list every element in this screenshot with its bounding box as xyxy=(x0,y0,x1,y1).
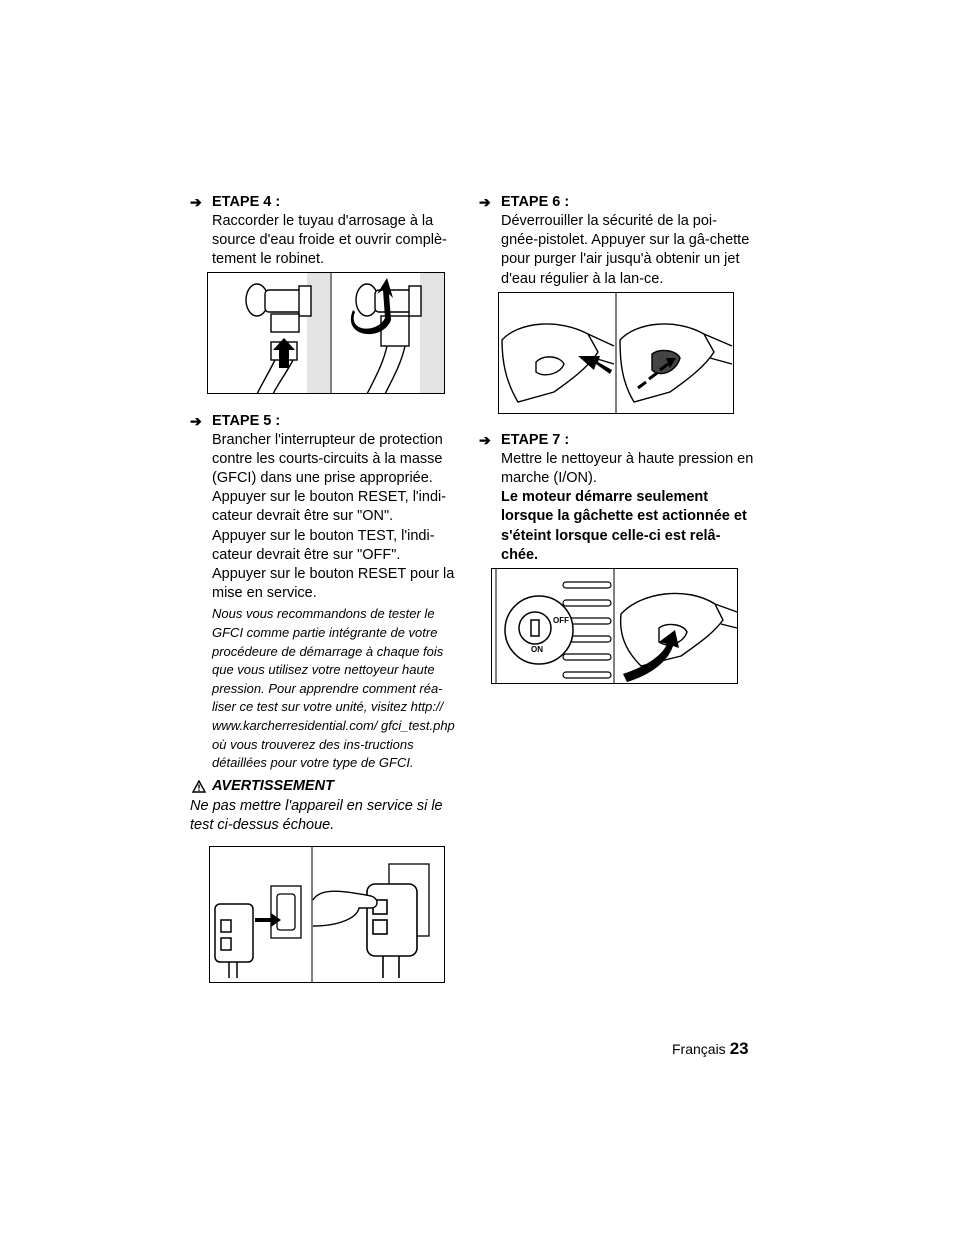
step6-heading xyxy=(479,192,754,212)
step5-heading xyxy=(190,411,465,431)
left-column xyxy=(190,192,465,983)
gfci-illustration xyxy=(209,846,445,983)
warning-triangle-icon xyxy=(192,779,206,799)
step6-text: Déverrouiller la sécurité de la poi-gnée-pistolet. Appuyer sur la gâ-chette pour purger l'air jusqu'à obtenir un jet d'eau régulier à la lan-ce. xyxy=(501,213,750,287)
trigger-gun-illustration xyxy=(498,292,734,414)
step4-title: ETAPE 4 : xyxy=(212,194,281,210)
page-footer xyxy=(672,1039,749,1059)
step7-text: Mettre le nettoyeur à haute pression en marche (I/ON). xyxy=(501,450,754,487)
arrow-right-icon: ➔ xyxy=(479,194,491,210)
switch-figure xyxy=(491,568,738,684)
step5-paragraph-2: Appuyer sur le bouton RESET, l'indi-cateur devrait être sur "ON". xyxy=(212,489,447,525)
wall-outlet-icon xyxy=(271,886,301,938)
page-number: 23 xyxy=(729,1039,749,1058)
step5-note: Nous vous recommandons de tester le GFCI comme partie intégrante de votre procédeure de démarrage à chaque fois que vous utilisez votre nettoyeur haute pression. Pour apprendre comment réa-liser ce test sur votre unité, visitez http:// www.karcherresidential.com/ gfci_test.php où vous trouverez des ins-tructions détaillées pour votre type de GFCI. xyxy=(212,606,455,771)
step5-paragraph-1: Brancher l'interrupteur de protection contre les courts-circuits à la masse (GFCI) dans une prise appropriée. xyxy=(212,431,443,487)
step5-title: ETAPE 5 : xyxy=(212,412,281,429)
footer-language: Français xyxy=(672,1041,726,1057)
step6-title: ETAPE 6 : xyxy=(501,194,570,210)
step7-heading xyxy=(479,430,754,450)
arrow-right-icon: ➔ xyxy=(190,412,202,429)
warning-heading xyxy=(190,776,465,796)
arrow-right-icon: ➔ xyxy=(190,194,202,210)
faucet-hose-illustration xyxy=(207,272,445,394)
switch-off-label: OFF xyxy=(553,616,569,626)
gfci-figure xyxy=(209,846,445,983)
warning-text: Ne pas mettre l'appareil en service si le test ci-dessus échoue. xyxy=(190,797,443,833)
step7-title: ETAPE 7 : xyxy=(501,431,570,448)
step4-heading xyxy=(190,192,465,212)
switch-illustration xyxy=(491,568,738,684)
trigger-gun-figure xyxy=(498,292,734,414)
arrow-right-icon: ➔ xyxy=(479,431,491,448)
step4-text: Raccorder le tuyau d'arrosage à la source d'eau froide et ouvrir complè-tement le robinet. xyxy=(212,213,447,268)
switch-on-label: ON xyxy=(531,645,543,655)
right-column xyxy=(479,192,754,684)
faucet-hose-figure xyxy=(207,272,445,394)
step5-paragraph-3: Appuyer sur le bouton TEST, l'indi-cateur devrait être sur "OFF". xyxy=(212,527,435,563)
step5-paragraph-4: Appuyer sur le bouton RESET pour la mise en service. xyxy=(212,566,455,602)
step7-bold-text: Le moteur démarre seulement lorsque la gâchette est actionnée et s'éteint lorsque celle-ci est relâ-chée. xyxy=(501,489,747,563)
warning-title: AVERTISSEMENT xyxy=(212,777,334,794)
